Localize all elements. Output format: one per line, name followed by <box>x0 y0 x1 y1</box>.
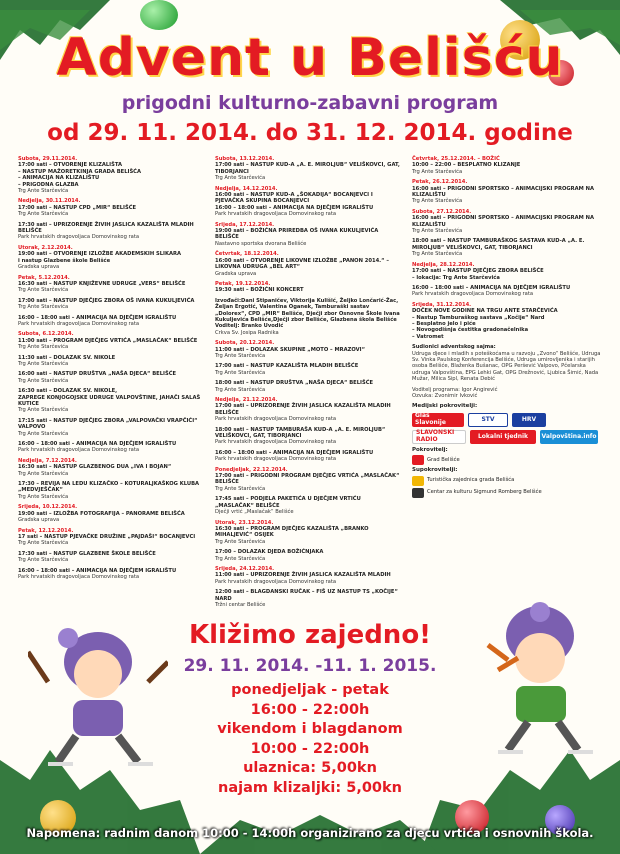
event-description: Voditelj: Branko Uvodić <box>215 323 284 330</box>
event-date: Nedjelja, 30.11.2014. <box>18 198 81 205</box>
event-description: – NASTUP MAŽORETKINJA GRADA BELIŠĆA <box>18 168 142 175</box>
media-logo: HRV <box>512 413 546 427</box>
program-event <box>18 156 204 194</box>
program-event <box>215 156 401 182</box>
program-event <box>215 251 401 277</box>
event-description: 17:00 sati – OTVORENJE KLIZALIŠTA <box>18 162 122 169</box>
event-description: 10:00 – 22:00 – BESPLATNO KLIZANJE <box>412 162 521 169</box>
event-description: 16:00 – 18:00 sati – ANIMACIJA NA DJEČJEM IGRALIŠTU <box>215 204 374 211</box>
event-description: 12:00 sati – BLAGDANSKI RUČAK – FIŠ UZ NASTUP TS „KOČIJE“ NARD <box>215 589 398 602</box>
event-location: Trg Ante Starčevića <box>18 287 69 294</box>
poster-title: Advent u Belišću <box>56 28 564 88</box>
program-column-1 <box>18 156 204 584</box>
event-description: 18:00 sati – NASTUP DRUŠTVA „NAŠA DJECA“ BELIŠĆE <box>215 380 374 387</box>
event-description: 18:00 sati – NASTUP TAMBURAŠKOG SASTAVA KUD-A „A. E. MIROLJUB“ VELIŠKOVCI, GAT, TIBORJANCI <box>412 238 585 251</box>
event-description: DOČEK NOVE GODINE NA TRGU ANTE STARČEVIĆA <box>412 308 558 315</box>
program-event <box>18 222 204 241</box>
program-event <box>18 315 204 328</box>
event-date: Srijeda, 31.12.2014. <box>412 301 472 308</box>
event-description: 17:30 sati – NASTUP GLAZBENE ŠKOLE BELIŠĆE <box>18 550 156 557</box>
skating-dates: 29. 11. 2014. -11. 1. 2015. <box>183 656 437 676</box>
event-location: Dječji vrtić „Maslačak“ Belišće <box>215 509 294 516</box>
program-event <box>18 245 204 271</box>
event-date: Petak, 19.12.2014. <box>215 280 271 287</box>
coat-of-arms-icon <box>412 455 424 465</box>
event-date: Nedjelja, 21.12.2014. <box>215 397 278 403</box>
program-event <box>215 520 401 546</box>
media-logo: STV <box>468 413 508 427</box>
event-date: Subota, 20.12.2014. <box>215 340 275 347</box>
event-description: 17:00 – DOLAZAK DJEDA BOŽIĆNJAKA <box>215 549 324 556</box>
event-date: Srijeda, 17.12.2014. <box>215 221 275 228</box>
event-location: Trg Ante Starčevića <box>412 168 463 175</box>
event-description: 16:00 sati – OTVORENJE LIKOVNE IZLOŽBE „PANON 2014.“ – LIKOVNA UDRUGA „BEL ART“ <box>215 257 389 271</box>
event-date: Četvrtak, 18.12.2014. <box>215 251 279 258</box>
event-date: Nedjelja, 28.12.2014. <box>412 261 475 268</box>
program-event <box>215 589 401 608</box>
event-description: 16:00 – 18:00 sati – ANIMACIJA NA DJEČJEM IGRALIŠTU <box>18 567 177 574</box>
event-location: Trg Ante Starčevića <box>18 540 69 547</box>
event-date: Subota, 29.11.2014. <box>18 156 78 162</box>
event-location: Trg Ante Starčevića <box>412 198 463 205</box>
organizers-block: Sudionici adventskog sajma: Udruga djece i mladih s poteškoćama u razvoju „Zvono“ Belišće, Udruga Sv. Vinka Paulskog Konferencija Belišće, Udruga umirovljenika i starijih osoba Belišće, Blaženka Bušanac, OPG Peršević Valpovo, Pčelarska udruga Valpovština, EPG Lehki Gat, OPG Drežnović, Ljubica Šimić, Nada Mužar, Milica Sipl, Renata Debić <box>412 344 601 383</box>
event-location: Trg Ante Starčevića <box>18 557 69 564</box>
event-location: Trg Ante Starčevića <box>215 485 266 492</box>
event-location: Trg Ante Starčevića <box>215 538 266 545</box>
sponsor-item: Turistička zajednica grada Belišća <box>412 476 602 486</box>
event-description: 19:00 sati – IZLOŽBA FOTOGRAFIJA – PANORAME BELIŠĆA <box>18 510 185 517</box>
event-description: 16:00 – 18:00 sati – ANIMACIJA NA DJEČJEM IGRALIŠTU <box>18 314 177 321</box>
ornament-icon <box>140 0 178 30</box>
event-date: Nedjelja, 7.12.2014. <box>18 457 77 464</box>
program-event <box>412 156 602 175</box>
program-event <box>412 179 602 205</box>
event-location: Trg Ante Starčevića <box>412 228 463 235</box>
event-location: Trg Ante Starčevića <box>215 175 266 182</box>
program-event <box>215 450 401 463</box>
event-location: Trg Ante Starčevića <box>18 493 69 500</box>
event-location: Trg Ante Starčevića <box>215 555 266 562</box>
program-event <box>18 331 204 350</box>
event-date: Utorak, 23.12.2014. <box>215 519 274 526</box>
program-event <box>18 355 204 368</box>
skating-weekends: vikendom i blagdanom <box>217 721 403 737</box>
event-description: 16:30 sati – NASTUP GLAZBENOG DUA „IVA I BOJAN“ <box>18 464 172 471</box>
event-description: 16:30 sati – PROGRAM DJEČJEG KAZALIŠTA „BRANKO MIHALJEVIĆ“ OSIJEK <box>215 525 369 539</box>
event-date: Petak, 5.12.2014. <box>18 274 70 281</box>
program-event <box>18 441 204 454</box>
event-description: 11:00 sati – PROGRAM DJEČJEG VRTIĆA „MASLAČAK“ BELIŠĆE <box>18 337 198 344</box>
program-event <box>412 302 602 340</box>
skating-weekday-hours: 16:00 - 22:00h <box>250 701 370 718</box>
event-location: Trg Ante Starčevića <box>18 304 69 311</box>
event-location: Trg Ante Starčevića <box>18 188 69 195</box>
program-event <box>18 504 204 523</box>
event-description: 17 sati – NASTUP PJEVAČKE DRUŽINE „PAJDAŠI“ BOCANJEVCI <box>18 533 196 540</box>
event-location: Park hrvatskih dragovoljaca Domovinskog rata <box>18 447 140 454</box>
event-location: Trg Ante Starčevića <box>18 360 69 367</box>
event-location: Park hrvatskih dragovoljaca Domovinskog rata <box>215 578 337 585</box>
skating-boy-illustration <box>478 600 598 760</box>
footer-note: Napomena: radnim danom 10:00 - 14:00h organizirano za djecu vrtića i osnovnih škola. <box>26 826 594 840</box>
event-date: Nedjelja, 14.12.2014. <box>215 185 278 192</box>
culture-center-logo-icon <box>412 488 424 498</box>
event-description: 17:00 sati – NASTUP DJEČJEG ZBORA OŠ IVANA KUKULJEVIĆA <box>18 297 195 304</box>
program-event <box>215 380 401 393</box>
event-description: 11:30 sati – DOLAZAK SV. NIKOLE <box>18 354 116 361</box>
program-event <box>215 340 401 359</box>
program-event <box>215 496 401 515</box>
program-event <box>18 388 204 414</box>
event-location: Gradska uprava <box>18 517 60 524</box>
event-location: Trg Ante Starčevića <box>215 352 266 359</box>
event-location: Trg Ante Starčevića <box>18 377 69 384</box>
event-date: Subota, 6.12.2014. <box>18 331 74 338</box>
event-location: Park hrvatskih dragovoljaca Domovinskog rata <box>18 234 140 241</box>
program-event <box>215 363 401 376</box>
media-logo: Lokalni tjednik <box>470 430 536 444</box>
event-description: 17:15 sati – NASTUP DJEČJEG ZBORA „VALPOVAČKI VRAPČIĆI“ VALPOVO <box>18 417 198 431</box>
program-event <box>18 275 204 294</box>
event-description: 16:00 sati – NASTUP DRUŠTVA „NAŠA DJECA“ BELIŠĆE <box>18 371 177 378</box>
event-location: Tržni centar Belišće <box>215 601 266 608</box>
skating-weekdays: ponedjeljak - petak <box>231 682 389 698</box>
event-location: Park hrvatskih dragovoljaca Domovinskog rata <box>215 416 337 423</box>
event-description: Izvođači:Dani Stipaničev, Viktorija Kulišić, Željko Lončarić-Žac, Željan Ergotić, Valentina Oganek, Tamburaški sastav „Dolorex“, CPD „MIR“ Belišće, Dječji zbor Osnovne Škole Ivana Kukuljevića Belišće,Dječji zbor Belišće, Glazbena škola Belišće <box>215 297 400 323</box>
program-event <box>18 528 204 547</box>
event-description: 11:00 sati – UPRIZORENJE ŽIVIH JASLICA KAZALIŠTA MLADIH <box>215 572 391 579</box>
event-description: – PRIGODNA GLAZBA <box>18 181 79 188</box>
skating-entry-price: ulaznica: 5,00kn <box>243 760 377 776</box>
program-event <box>215 566 401 585</box>
event-description: 17:00 sati – NASTUP CPD „MIR“ BELIŠĆE <box>18 204 137 211</box>
program-event <box>215 281 401 294</box>
event-description: 16:00 – 18:00 sati – ANIMACIJA NA DJEČJEM IGRALIŠTU <box>412 284 571 291</box>
media-logo: Glas Slavonije <box>412 413 464 427</box>
tourism-logo-icon <box>412 476 424 486</box>
event-location: Park hrvatskih dragovoljaca Domovinskog rata <box>215 439 337 446</box>
program-event <box>215 397 401 423</box>
program-event <box>18 481 204 500</box>
event-description: 17:00 sati – NASTUP KAZALIŠTA MLADIH BELIŠĆE <box>215 363 359 370</box>
event-description: ZAPREGE KONJOGOJSKE UDRUGE VALPOVŠTINE, JAHAČI SALAŠ KUTICE <box>18 394 201 407</box>
event-description: 16:00 sati – PRIGODNI SPORTSKO – ANIMACIJSKI PROGRAM NA KLIZALIŠTU <box>412 215 594 228</box>
event-description: – Novogodišnja čestitka gradonačelnika <box>412 327 529 334</box>
skating-title: Kližimo zajedno! <box>188 620 432 650</box>
program-event <box>18 371 204 384</box>
media-logo: Valpovština.info <box>540 430 598 444</box>
event-location: Trg Ante Starčevića <box>18 344 69 351</box>
skating-skate-rental-price: najam klizaljki: 5,00kn <box>218 779 402 796</box>
event-description: 11:00 sati – DOLAZAK SKUPINE „MOTO – MRAZOVI“ <box>215 346 366 353</box>
media-logos <box>412 413 602 444</box>
event-location: Trg Ante Starčevića <box>18 211 69 218</box>
event-date: Subota, 13.12.2014. <box>215 156 275 162</box>
event-date: Srijeda, 10.12.2014. <box>18 504 78 511</box>
event-location: Trg Ante Starčevića <box>18 430 69 437</box>
event-description: – lokacija: Trg Ante Starčevića <box>412 274 500 281</box>
event-description: 16:00 – 18:00 sati – ANIMACIJA NA DJEČJEM IGRALIŠTU <box>18 441 177 448</box>
event-location: Crkva Sv. Josipa Radnika <box>215 329 279 336</box>
event-location: Gradska uprava <box>18 264 60 271</box>
event-description: 19:00 sati – OTVORENJE IZLOŽBE AKADEMSKIH SLIKARA <box>18 251 182 258</box>
event-date: Ponedjeljak, 22.12.2014. <box>215 466 288 473</box>
sponsor-item: Centar za kulturu Sigmund Romberg Belišće <box>412 488 602 498</box>
program-event <box>412 262 602 281</box>
event-description: i nastup Glazbene škole Belišće <box>18 257 111 264</box>
event-location: Trg Ante Starčevića <box>412 251 463 258</box>
event-description: – Nastup Tamburaškog sastava „Kočije“ Nard <box>412 314 545 321</box>
program-event <box>215 298 401 336</box>
event-description: – ANIMACIJA NA KLIZALIŠTU <box>18 175 100 182</box>
event-location: Nastavno sportska dvorana Belišće <box>215 240 307 247</box>
program-event <box>18 458 204 477</box>
event-description: 17:00 sati – NASTUP KUD-A „A. E. MIROLJUB“ VELIŠKOVCI, GAT, TIBORJANCI <box>215 162 400 175</box>
program-event <box>215 467 401 493</box>
event-description: 17:00 sati – NASTUP DJEČJEG ZBORA BELIŠĆE <box>412 268 544 275</box>
program-event <box>215 186 401 218</box>
event-location: Gradska uprava <box>215 270 257 277</box>
event-location: Trg Ante Starčevića <box>215 369 266 376</box>
program-event <box>412 285 602 298</box>
event-description: 19:00 sati – BOŽIĆNA PRIREDBA OŠ IVANA KUKULJEVIĆA BELIŠĆE <box>215 228 379 241</box>
poster-date-range: od 29. 11. 2014. do 31. 12. 2014. godine <box>47 120 573 146</box>
event-location: Park hrvatskih dragovoljaca Domovinskog rata <box>18 320 140 327</box>
program-event <box>18 568 204 581</box>
event-description: 18:00 sati – NASTUP TAMBURAŠA KUD-A „A. E. MIROLJUB“ VELIŠKOVCI, GAT, TIBORJANCI <box>215 426 386 440</box>
event-description: 16:00 – 18:00 sati – ANIMACIJA NA DJEČJEM IGRALIŠTU <box>215 449 374 456</box>
event-date: Utorak, 2.12.2014. <box>18 244 73 251</box>
program-event <box>215 222 401 248</box>
event-location: Park hrvatskih dragovoljaca Domovinskog rata <box>215 456 337 463</box>
event-description: – Besplatno jelo i piće <box>412 320 476 327</box>
event-description: 17:00 sati – PRIGODNI PROGRAM DJEČJEG VRTIĆA „MASLAČAK“ BELIŠĆE <box>215 473 400 486</box>
hosts-block: Voditelj programa: Igor Angirević Ozvuka: Zvonimir Ivković <box>412 386 498 399</box>
program-event <box>18 298 204 311</box>
event-description: 17:45 sati – PODJELA PAKETIĆA U DJEČJEM VRTIĆU „MASLAČAK“ BELIŠĆE <box>215 496 361 509</box>
event-location: Trg Ante Starčevića <box>18 470 69 477</box>
event-location: Trg Ante Starčevića <box>18 407 69 414</box>
program-event <box>215 427 401 446</box>
program-event <box>215 549 401 562</box>
sponsor-item: Grad Belišće <box>412 455 602 465</box>
media-logo: SLAVONSKI RADIO <box>412 430 466 444</box>
event-description: 16:00 sati – PRIGODNI SPORTSKO – ANIMACIJSKI PROGRAM NA KLIZALIŠTU <box>412 185 594 199</box>
event-description: 17:30 sati – UPRIZORENJE ŽIVIH JASLICA KAZALIŠTA MLADIH BELIŠĆE <box>18 221 194 235</box>
program-event <box>412 209 602 235</box>
event-location: Trg Ante Starčevića <box>215 386 266 393</box>
event-date: Četvrtak, 25.12.2014. – BOŽIĆ <box>412 156 500 162</box>
program-event <box>18 551 204 564</box>
event-date: Petak, 26.12.2014. <box>412 179 468 186</box>
event-date: Petak, 12.12.2014. <box>18 527 74 534</box>
event-date: Subota, 27.12.2014. <box>412 208 472 215</box>
event-location: Park hrvatskih dragovoljaca Domovinskog rata <box>412 291 534 298</box>
event-description: 19:30 sati – BOŽIĆNI KONCERT <box>215 287 304 294</box>
event-location: Park hrvatskih dragovoljaca Domovinskog rata <box>18 573 140 580</box>
program-event <box>18 198 204 217</box>
event-description: 17:00 sati – UPRIZORENJE ŽIVIH JASLICA KAZALIŠTA MLADIH BELIŠĆE <box>215 403 391 416</box>
poster-subtitle: prigodni kulturno-zabavni program <box>121 92 499 114</box>
event-description: 16:30 sati – NASTUP KNJIŽEVNE UDRUGE „VERS“ BELIŠĆE <box>18 280 186 287</box>
event-description: 17:30 – REVIJA NA LEDU KLIZAČKO – KOTURALJKAŠKOG KLUBA „MEDVJEŠČAK“ <box>18 481 200 494</box>
event-date: Srijeda, 24.12.2014. <box>215 565 275 572</box>
skating-girl-illustration <box>28 622 168 772</box>
event-description: 16:00 sati – NASTUP KUD-A „ŠOKADIJA“ BOCANJEVCI I PJEVAČKA SKUPINA BOCANJEVCI <box>215 192 373 205</box>
program-event <box>18 418 204 437</box>
program-column-2 <box>215 156 401 612</box>
event-description: – Vatromet <box>412 333 444 340</box>
event-description: 16:30 sati – DOLAZAK SV. NIKOLE, <box>18 388 118 395</box>
event-location: Park hrvatskih dragovoljaca Domovinskog rata <box>215 211 337 218</box>
skating-weekend-hours: 10:00 - 22:00h <box>250 740 370 757</box>
program-column-3: Četvrtak, 25.12.2014. – BOŽIĆ 10:00 – 22:00 – BESPLATNO KLIZANJE Trg Ante Starčevića Petak, 26.12.2014. 16:00 sati – PRIGODNI SPORTSKO – ANIMACIJSKI PROGRAM NA KLIZALIŠTU Trg Ante Starčevića Subota, 27.12.2014. 16:00 sati – PRIGODNI SPORTSKO – ANIMACIJSKI PROGRAM NA KLIZALIŠTU Trg Ante Starčevića 18:00 sati – NASTUP TAMBURAŠKOG SASTAVA KUD-A „A. E. MIROLJUB“ VELIŠKOVCI, GAT, TIBORJANCI Trg Ante Starčevića Nedjelja, 28.12.2014. 17:00 sati – NASTUP DJEČJEG ZBORA BELIŠĆE – lokacija: Trg Ante Starčevića 16:00 – 18:00 sati – ANIMACIJA NA DJEČJEM IGRALIŠTU Park hrvatskih dragovoljaca Domovinskog rata Srijeda, 31.12.2014. DOČEK NOVE GODINE NA TRGU ANTE STARČEVIĆA – Nastup Tamburaškog sastava „Kočije“ Nard – Besplatno jelo i piće – Novogodišnja čestitka gradonačelnika – Vatromet Sudionici adventskog sajma: Udruga djece i mladih s poteškoćama u razvoju „Zvono“ Belišće, Udruga Sv. Vinka Paulskog Konferencija Belišće, Udruga umirovljenika i starijih osoba Belišće, Blaženka Bušanac, OPG Peršević Valpovo, Pčelarska udruga Valpovština, EPG Lehki Gat, OPG Drežnović, Ljubica Šimić, Nada Mužar, Milica Sipl, Renata Debić Voditelj programa: Igor Angirević Ozvuka: Zvonimir Ivković Medijski pokrovitelji: Glas Slavonije STV HRV SLAVONSKI RADIO Lokalni tjednik Valpovština.info Pokrovitelj: Grad Belišće Supokrovitelji: Turistička zajednica grada Belišća Centar za kulturu Sigmund Romberg Belišće <box>412 156 602 500</box>
program-event <box>412 238 602 257</box>
